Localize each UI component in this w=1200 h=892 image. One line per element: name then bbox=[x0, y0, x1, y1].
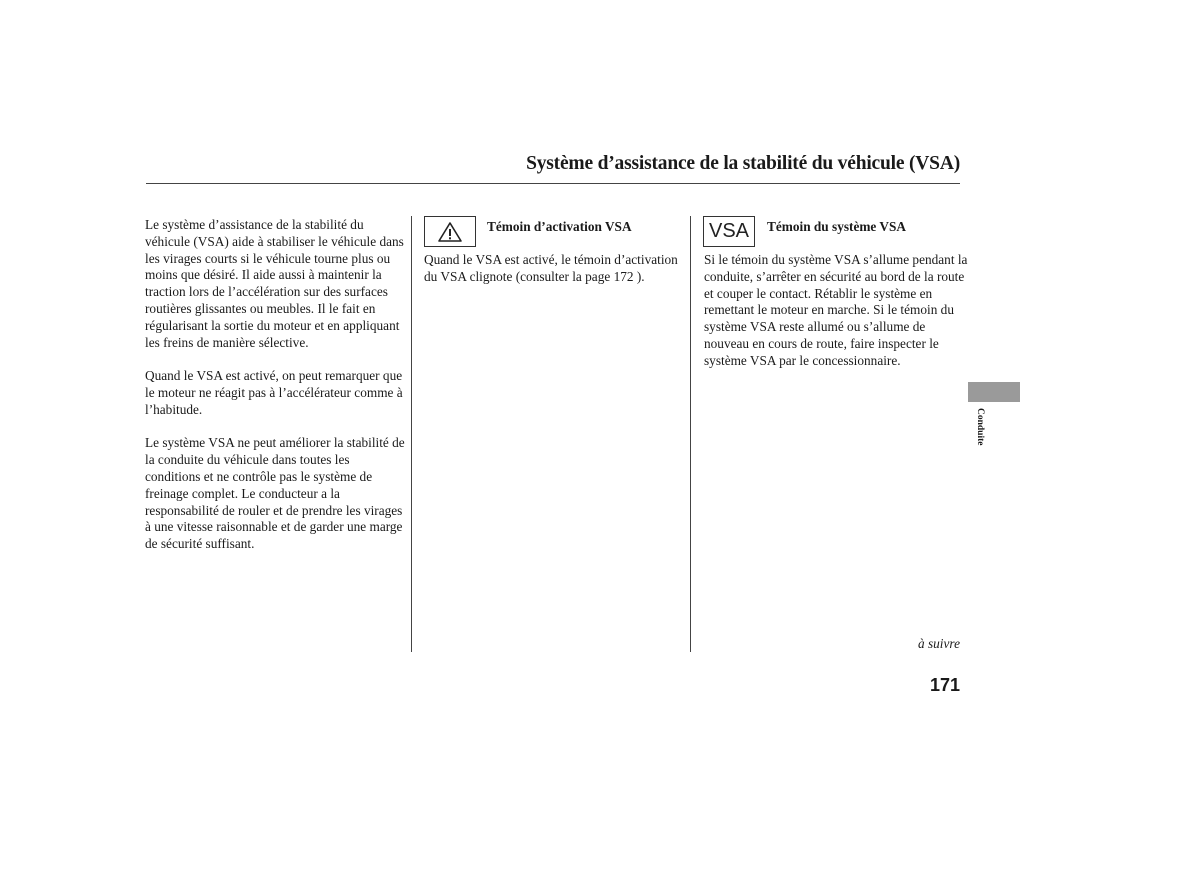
column-divider-1 bbox=[411, 216, 412, 652]
column-divider-2 bbox=[690, 216, 691, 652]
page-number: 171 bbox=[929, 675, 960, 695]
paragraph-2: Quand le VSA est activé, on peut remarquer que le moteur ne réagit pas à l’accélérateur comme à l’habitude. bbox=[145, 368, 403, 417]
section-tab bbox=[968, 382, 1020, 402]
column-2 bbox=[424, 217, 686, 286]
page-title: Système d’assistance de la stabilité du véhicule (VSA) bbox=[526, 153, 960, 174]
column-1 bbox=[145, 217, 407, 570]
activation-heading: Témoin d’activation VSA bbox=[487, 219, 632, 234]
activation-text: Quand le VSA est activé, le témoin d’activation du VSA clignote (consulter la page 172 ). bbox=[424, 252, 678, 284]
column-3 bbox=[704, 217, 968, 370]
paragraph-3: Le système VSA ne peut améliorer la stabilité de la conduite du véhicule dans toutes les conditions et ne contrôle pas le système de freinage complet. Le conducteur a la responsabilité de rouler et de prendre les virages à une vitesse raisonnable et de garder une marge de sécurité suffisant. bbox=[145, 435, 405, 552]
system-text: Si le témoin du système VSA s’allume pendant la conduite, s’arrêter en sécurité au bord de la route et couper le contact. Rétablir le système en remettant le moteur en marche. Si le témoin du système VSA reste allumé ou s’allume de nouveau en cours de route, faire inspecter le système VSA par le concessionnaire. bbox=[704, 252, 968, 368]
vsa-icon-label: VSA bbox=[708, 220, 750, 242]
header-rule bbox=[146, 183, 960, 184]
continued-note: à suivre bbox=[918, 636, 960, 651]
section-tab-label: Conduite bbox=[975, 408, 985, 446]
paragraph-1: Le système d’assistance de la stabilité du véhicule (VSA) aide à stabiliser le véhicule dans les virages courts si le véhicule tourne plus ou moins que désiré. Il aide aussi à maintenir la traction lors de l’accélération sur des surfaces routières glissantes ou meubles. Il le fait en régularisant la sortie du moteur et en appliquant les freins de manière sélective. bbox=[145, 217, 404, 350]
system-heading: Témoin du système VSA bbox=[767, 219, 907, 234]
